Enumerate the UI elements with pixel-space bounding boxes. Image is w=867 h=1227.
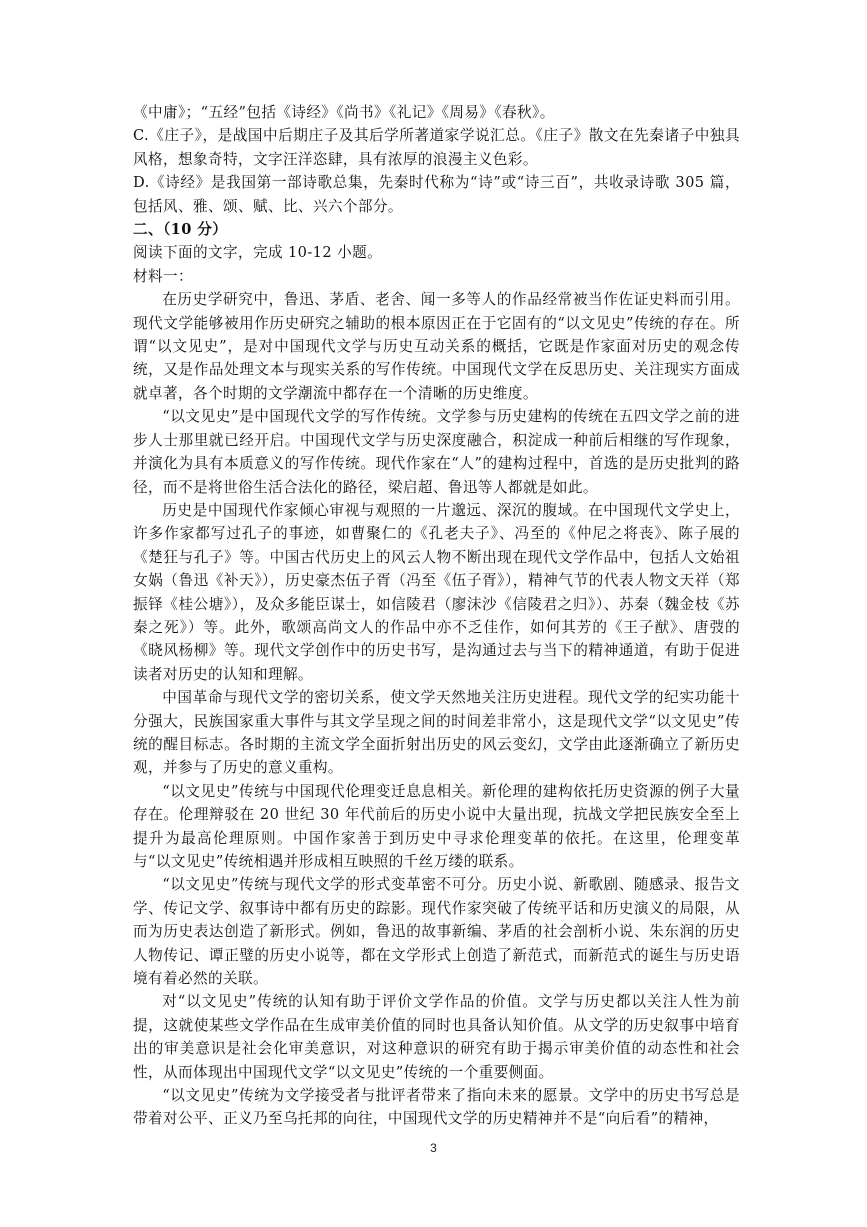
option-d: D.《诗经》是我国第一部诗歌总集，先秦时代称为“诗”或“诗三百”，共收录诗歌 305 篇，包括风、雅、颂、赋、比、兴六个部分。 [133, 174, 740, 215]
paragraph-5: “以文见史”传统与中国现代伦理变迁息息相关。新伦理的建构依托历史资源的例子大量存在。伦理辩驳在 20 世纪 30 年代前后的历史小说中大量出现，抗战文学把民族安全至上提升为最高伦理原则。中国作家善于到历史中寻求伦理变革的依托。在这里，伦理变革与“以文见史”传统相遇并形成相互映照的千丝万缕的联系。 [133, 782, 740, 870]
option-c: C.《庄子》，是战国中后期庄子及其后学所著道家学说汇总。《庄子》散文在先秦诸子中独具风格，想象奇特，文字汪洋恣肆，具有浓厚的浪漫主义色彩。 [133, 127, 740, 168]
paragraph-7: 对“以文见史”传统的认知有助于评价文学作品的价值。文学与历史都以关注人性为前提，这就使某些文学作品在生成审美价值的同时也具备认知价值。从文学的历史叙事中培育出的审美意识是社会化审美意识，对这种意识的研究有助于揭示审美价值的动态性和社会性，从而体现出中国现代文学“以文见史”传统的一个重要侧面。 [133, 993, 740, 1081]
paragraph-8: “以文见史”传统为文学接受者与批评者带来了指向未来的愿景。文学中的历史书写总是带着对公平、正义乃至乌托邦的向往，中国现代文学的历史精神并不是“向后看”的精神， [133, 1087, 740, 1128]
page-content [133, 101, 740, 1131]
page-number: 3 [430, 1141, 437, 1155]
reading-instruction: 阅读下面的文字，完成 10-12 小题。 [133, 244, 383, 262]
paragraph-4: 中国革命与现代文学的密切关系，使文学天然地关注历史进程。现代文学的纪实功能十分强大，民族国家重大事件与其文学呈现之间的时间差非常小，这是现代文学“以文见史”传统的醒目标志。各时期的主流文学全面折射出历史的风云变幻，文学由此逐渐确立了新历史观，并参与了历史的意义重构。 [133, 689, 740, 777]
option-b-continuation: 《中庸》；“五经”包括《诗经》《尚书》《礼记》《周易》《春秋》。 [133, 104, 555, 121]
paragraph-1: 在历史学研究中，鲁迅、茅盾、老舍、闻一多等人的作品经常被当作佐证史料而引用。现代文学能够被用作历史研究之辅助的根本原因正在于它固有的“以文见史”传统的存在。所谓“以文见史”，是对中国现代文学与历史互动关系的概括，它既是作家面对历史的观念传统，又是作品处理文本与现实关系的写作传统。中国现代文学在反思历史、关注现实方面成就卓著，各个时期的文学潮流中都存在一个清晰的历史维度。 [133, 291, 740, 402]
paragraph-2: “以文见史”是中国现代文学的写作传统。文学参与历史建构的传统在五四文学之前的进步人士那里就已经开启。中国现代文学与历史深度融合，积淀成一种前后相继的写作现象，并演化为具有本质意义的写作传统。现代作家在“人”的建构过程中，首选的是历史批判的路径，而不是将世俗生活合法化的路径，梁启超、鲁迅等人都就是如此。 [133, 408, 740, 496]
paragraph-6: “以文见史”传统与现代文学的形式变革密不可分。历史小说、新歌剧、随感录、报告文学、传记文学、叙事诗中都有历史的踪影。现代作家突破了传统平话和历史演义的局限，从而为历史表达创造了新形式。例如，鲁迅的故事新编、茅盾的社会剖析小说、朱东润的历史人物传记、谭正璧的历史小说等，都在文学形式上创造了新范式，而新范式的诞生与历史语境有着必然的关联。 [133, 876, 740, 988]
material-label: 材料一： [133, 267, 193, 285]
paragraph-3: 历史是中国现代作家倾心审视与观照的一片邈远、深沉的腹域。在中国现代文学史上，许多作家都写过孔子的事迹，如曹聚仁的《孔老夫子》、冯至的《仲尼之将丧》、陈子展的《楚狂与孔子》等。中国古代历史上的风云人物不断出现在现代文学作品中，包括人文始祖女娲（鲁迅《补天》），历史豪杰伍子胥（冯至《伍子胥》），精神气节的代表人物文天祥（郑振铎《桂公塘》），及众多能臣谋士，如信陵君（廖沫沙《信陵君之归》）、苏秦（魏金枝《苏秦之死》）等。此外，歌颂高尚文人的作品中亦不乏佳作，如何其芳的《王子猷》、唐弢的《晓风杨柳》等。现代文学创作中的历史书写，是沟通过去与当下的精神通道，有助于促进读者对历史的认知和理解。 [133, 501, 740, 683]
section-heading: 二、（10 分） [133, 221, 228, 239]
